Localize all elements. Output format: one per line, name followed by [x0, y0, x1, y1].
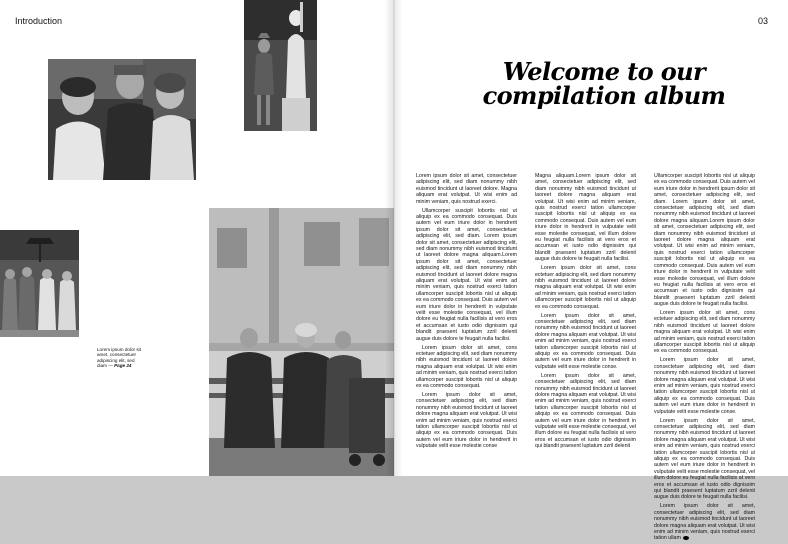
- photo-women-on-bench: [209, 208, 394, 476]
- left-page: [0, 0, 394, 476]
- paragraph: Lorem ipsum dolor sit amet, consectetuer adipiscing elit, sed diam nonummy nibh euismod tincidunt ut laoreet dolore magna aliquam erat volutpat. Ut wisi enim ad minim veniam, quis nostrud exerci tation ullamcorper suscipit lobortis nisl ut aliquip ex ea commodo consequat. Duis autem vel eum iriure dolor in hendrerit in vulputate velit esse molestie consequat, vel illum dolore eu feugiat nulla facilisis at vero eros et accumsan et iusto odio dignissim qui blandit praesent luptatum zzril delenit: [535, 372, 636, 450]
- paragraph-final-text: Lorem ipsum dolor sit amet, consectetuer adipiscing elit, sed diam nonummy nibh euismod tincidunt ut laoreet dolore magna aliquam erat volutpat. Ut wisi enim ad minim veniam, quis nostrud exerci tation ullam: [654, 503, 755, 542]
- paragraph: Lorem ipsum dolor sit amet, cons ectetuer adipiscing elit, sed diam nonummy nibh euismod tincidunt ut laoreet dolore magna aliquam erat volutpat. Ut wisi enim ad minim veniam, quis nostrud exerci tation ullamcorper suscipit lobortis nisl ut aliquip ex ea commodo consequat.: [416, 344, 517, 389]
- caption-text: Lorem ipsum dolor sit amet, consectetuer adipiscing elit, sed diam —: [97, 347, 141, 369]
- photo-friends-costumes-image: [48, 59, 196, 180]
- paragraph: Lorem ipsum dolor sit amet, consectetuer adipiscing elit, sed diam nonummy nibh euismod tincidunt ut laoreet dolore magna aliquam erat volutpat. Ut wisi enim ad minim veniam, quis nostrud exerci tation ullamcorper suscipit lobortis nisl ut aliquip ex ea commodo consequat. Duis autem vel eum iriure dolor in hendrerit in vulputate velit esse molestie conse: [416, 391, 517, 450]
- photo-roman-statue-guard: [244, 0, 317, 131]
- paragraph: Ullamcorper suscipit lobortis nisl ut aliquip ex ea commodo consequat. Duis autem vel eum iriure dolor in hendrerit ipsum dolor sit amet, consectetuer adipiscing elit, sed diam. Lorem ipsum dolor sit amet, consectetuer adipiscing elit, sed diam nonummy nibh euismod tincidunt ut laoreet dolore magna aliquam.Lorem ipsum dolor sit amet, consectetuer adipiscing elit, sed diam nonummy nibh euismod tincidunt ut laoreet dolore magna aliquam erat volutpat. Ut wisi enim ad minim veniam, quis nostrud exerci tation ullamcorper suscipit lobortis nisl ut aliquip ex ea commodo consequat. Duis autem vel eum iriure dolor in hendrerit in vulputate velit esse molestie consequat, vel illum dolore eu feugiat nulla facilisis at vero eros et accumsan et iusto odio dignissim qui blandit praesent luptatum zzril delenit augue duis dolore te feugait nulla facilisi.: [416, 207, 517, 342]
- paragraph: Lorem ipsum dolor sit amet, consectetuer adipiscing elit, sed diam nonummy nibh euismod tincidunt ut laoreet dolore. Magna aliquam erat volutpat. Ut wisi enim ad minim veniam, quis nostrud exerci.: [416, 173, 517, 205]
- paragraph-final: [654, 503, 755, 541]
- photo-women-on-bench-image: [209, 208, 394, 476]
- paragraph: Lorem ipsum dolor sit amet, cons ectetuer adipiscing elit, sed diam nonummy nibh euismod tincidunt ut laoreet dolore magna aliquam erat volutpat. Ut wisi enim ad minim veniam, quis nostrud exerci tation ullamcorper suscipit lobortis nisl ut aliquip ex ea commodo consequat.: [535, 265, 636, 310]
- paragraph: Lorem ipsum dolor sit amet, consectetuer adipiscing elit, sed diam nonummy nibh euismod tincidunt ut laoreet dolore magna aliquam erat volutpat. Ut wisi enim ad minim veniam, quis nostrud exerci tation ullamcorper suscipit lobortis nisl ut aliquip ex ea commodo consequat. Duis autem vel eum iriure dolor in hendrerit in vulputate velit esse molestie conse.: [535, 312, 636, 370]
- photo-friends-costumes: [48, 59, 196, 180]
- photo-roman-soldiers-group-image: [0, 230, 79, 337]
- page-number: 03: [757, 16, 768, 26]
- photo-roman-soldiers-group: [0, 230, 79, 337]
- text-column-1: [416, 173, 517, 452]
- text-column-2: [535, 173, 636, 452]
- paragraph: Ullamcorper suscipit lobortis nisl ut aliquip ex ea commodo consequat. Duis autem vel eum iriure dolor in hendrerit ipsum dolor sit amet, consectetuer adipiscing elit, sed diam. Lorem ipsum dolor sit amet, consectetuer adipiscing elit, sed diam nonummy nibh euismod tincidunt ut laoreet dolore magna aliquam.Lorem ipsum dolor sit amet, consectetuer adipiscing elit, sed diam nonummy nibh euismod tincidunt ut laoreet dolore magna aliquam erat volutpat. Ut wisi enim ad minim veniam, quis nostrud exerci tation ullamcorper suscipit lobortis nisl ut aliquip ex ea commodo consequat. Duis autem vel eum iriure dolor in hendrerit in vulputate velit esse molestie consequat, vel illum dolore eu feugiat nulla facilisis at vero eros et accumsan et iusto odio dignissim qui blandit praesent luptatum zzril delenit augue duis dolore te feugait nulla facilisi.: [654, 173, 755, 308]
- section-label: Introduction: [15, 16, 63, 26]
- photo-roman-statue-guard-image: [244, 0, 317, 131]
- title-line-1: Welcome to our: [502, 57, 706, 86]
- end-mark-icon: [683, 536, 689, 540]
- title-line-2: compilation album: [482, 81, 726, 110]
- paragraph: Lorem ipsum dolor sit amet, consectetuer adipiscing elit, sed diam nonummy nibh euismod tincidunt ut laoreet dolore magna aliquam erat volutpat. Ut wisi enim ad minim veniam, quis nostrud exerci tation ullamcorper suscipit lobortis nisl ut aliquip ex ea commodo consequat. Duis autem vel eum iriure dolor in hendrerit in vulputate velit esse molestie conse.: [654, 357, 755, 415]
- paragraph: Lorem ipsum dolor sit amet, consectetuer adipiscing elit, sed diam nonummy nibh euismod tincidunt ut laoreet dolore magna aliquam erat volutpat. Ut wisi enim ad minim veniam, quis nostrud exerci tation ullamcorper suscipit lobortis nisl ut aliquip ex ea commodo consequat. Duis autem vel eum iriure dolor in hendrerit in vulputate velit esse molestie consequat, vel illum dolore eu feugiat nulla facilisis at vero eros et accumsan et iusto odio dignissim qui blandit praesent luptatum zzril delenit augue duis dolore te feugait nulla facilisi.: [654, 417, 755, 501]
- caption-page-ref: Page 24: [114, 363, 132, 369]
- paragraph: Lorem ipsum dolor sit amet, cons ectetuer adipiscing elit, sed diam nonummy nibh euismod tincidunt ut laoreet dolore magna aliquam erat volutpat. Ut wisi enim ad minim veniam, quis nostrud exerci tation ullamcorper suscipit lobortis nisl ut aliquip ex ea commodo consequat.: [654, 310, 755, 355]
- photo-caption: [97, 347, 141, 369]
- paragraph: Magna aliquam.Lorem ipsum dolor sit amet, consectetuer adipiscing elit, sed diam nonummy nibh euismod tincidunt ut laoreet dolore magna aliquam erat volutpat. Ut wisi enim ad minim veniam, quis nostrud exerci tation ullamcorper suscipit lobortis nisl ut aliquip ex ea commodo consequat. Duis autem vel eum iriure dolor in hendrerit in vulputate velit esse molestie consequat, vel illum dolore eu feugiat nulla facilisis at vero eros et accumsan et iusto odio dignissim qui blandit praesent luptatum zzril delenit augue duis dolore te feugait nulla facilisi.: [535, 173, 636, 263]
- text-column-3: [654, 173, 755, 544]
- page-title: [454, 57, 754, 110]
